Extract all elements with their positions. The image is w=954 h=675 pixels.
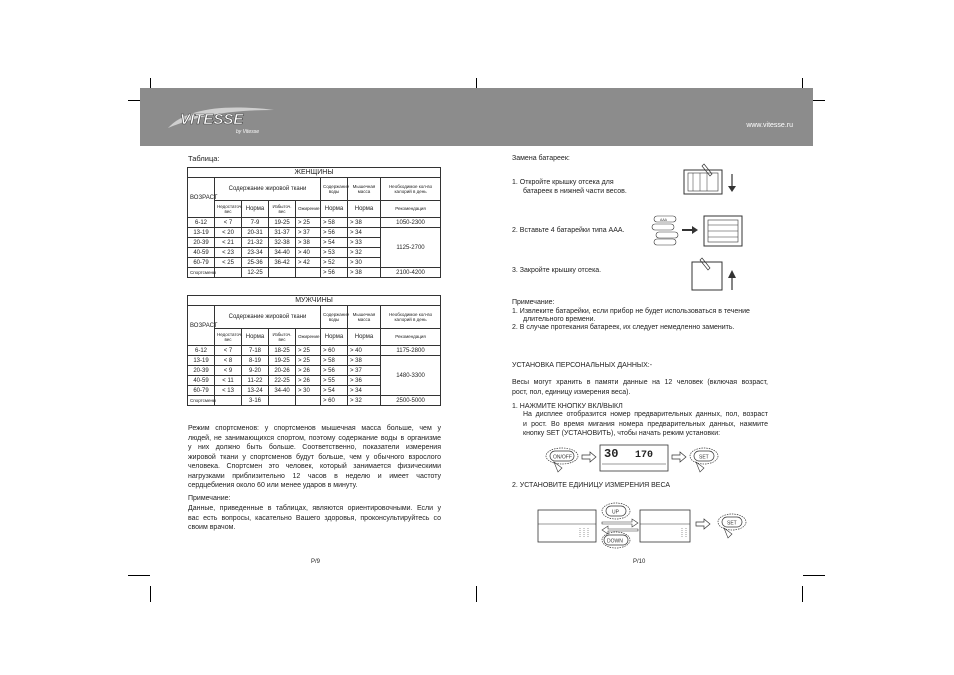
table-row [188,228,441,238]
text-line: жировой ткани у спортсменов будут больше, чем у обычного взрослого [188,453,441,461]
page-number-left: P/9 [311,559,321,565]
text-line: сердцебиения около 60 или менее ударов в минуту. [188,482,358,489]
right-note-1-cont: длительного времени. [523,316,596,323]
arrow-right-icon [602,519,638,527]
cell [296,268,321,278]
text-line: и рост. Во время мигания номера предварительных данных, нажмите [523,420,768,428]
cell: 19-25 [269,218,296,228]
header-band [140,88,813,146]
cell: < 13 [215,386,242,396]
cell: 8-19 [242,356,269,366]
women-age-header: ВОЗРАСТ [188,178,215,218]
table-caption: Таблица: [188,154,220,163]
battery-step-2: 2. Вставьте 4 батарейки типа ААА. [512,227,625,234]
men-water-header: Содержание воды [321,306,348,329]
text-line: вас есть вопросы, касательно Вашего здоровья, проконсультируйтесь со [188,514,441,522]
battery-label: AAA [660,218,668,222]
cell: 20-39 [188,366,215,376]
text-line: человека. Спортсмен это человек, который занимается физическими [188,463,441,470]
cell: < 9 [215,366,242,376]
men-table [187,295,441,406]
text-line: На дисплее отобразится номер предварительных данных, пол, возраст [523,411,768,418]
sub-header: Норма [348,201,381,218]
cell: < 20 [215,228,242,238]
onoff-display-set-illustration [544,442,724,478]
cell: > 32 [348,396,381,406]
cell: 1175-2800 [381,346,441,356]
cell: 34-40 [269,386,296,396]
cell: > 37 [296,228,321,238]
sub-header: Избыточ. вес [269,329,296,346]
sub-header: Норма [348,329,381,346]
unit-title: 2. УСТАНОВИТЕ ЕДИНИЦУ ИЗМЕРЕНИЯ ВЕСА [512,482,671,489]
sub-header: Недостаточ. вес [215,201,242,218]
women-water-header: Содержание воды [321,178,348,201]
cell: 36-42 [269,258,296,268]
cell: < 25 [215,258,242,268]
website-link[interactable]: www.vitesse.ru [746,122,793,129]
up-label: UP [612,509,619,516]
battery-open-illustration [682,162,742,198]
crop-mark [150,586,151,602]
cell: > 60 [321,396,348,406]
cell: 25-36 [242,258,269,268]
cell: > 37 [348,366,381,376]
cell: > 56 [321,228,348,238]
cell: > 38 [348,218,381,228]
cell: > 32 [348,248,381,258]
lcd-height: 170 [635,450,654,461]
finger-icon [724,528,732,538]
cell: 23-34 [242,248,269,258]
cell: 20-39 [188,238,215,248]
sub-header: Норма [321,201,348,218]
cell: 40-59 [188,248,215,258]
cell: 34-40 [269,248,296,258]
women-table [187,167,441,278]
cell: 7-9 [242,218,269,228]
cell: 11-22 [242,376,269,386]
cell: > 30 [296,386,321,396]
sub-header: Норма [242,201,269,218]
table-row [188,218,441,228]
right-note-2: 2. В случае протекания батареек, их следует немедленно заменить. [512,324,735,331]
cell: > 58 [321,356,348,366]
text-line: рост, пол, единицу измерения веса). [512,388,631,396]
sub-header: Норма [321,329,348,346]
cell: > 55 [321,376,348,386]
lcd-profile-number: 30 [604,447,619,461]
crop-mark [803,575,825,576]
sub-header: Недостаточ. вес [215,329,242,346]
setup-paragraph [512,378,768,397]
cell: 2500-5000 [381,396,441,406]
cell: < 7 [215,346,242,356]
battery-title: Замена батареек: [512,155,570,162]
cell: > 58 [321,218,348,228]
men-fat-header: Содержание жировой ткани [215,306,321,329]
cell: > 40 [296,248,321,258]
cell: 20-31 [242,228,269,238]
cell: Спортсмены [188,268,215,278]
cell: 13-19 [188,228,215,238]
battery-step-1-cont: батареек в нижней части весов. [523,188,627,195]
cell: 6-12 [188,218,215,228]
cell: < 11 [215,376,242,386]
crop-mark [128,575,150,576]
set-label: SET [699,454,709,461]
cell: 32-38 [269,238,296,248]
left-note-title: Примечание: [188,495,231,502]
cell [215,268,242,278]
cell: > 56 [321,366,348,376]
cell: 9-20 [242,366,269,376]
arrow-right-icon [696,519,710,529]
cell: 12-25 [242,268,269,278]
cell: 6-12 [188,346,215,356]
cell: > 36 [348,376,381,386]
arrow-right-icon [582,452,596,462]
text-line: у них должно быть больше. Соответственно, показатели измерения [188,444,441,451]
down-label: DOWN [607,538,623,545]
cell: < 21 [215,238,242,248]
cell: > 34 [348,228,381,238]
text-line: Весы могут хранить в памяти данные на 12 человек (включая возраст, [512,379,768,386]
cell: 18-25 [269,346,296,356]
cell: > 52 [321,258,348,268]
cell: Спортсмены [188,396,215,406]
sub-header: Рекомендация [381,329,441,346]
cell: 60-79 [188,258,215,268]
men-age-header: ВОЗРАСТ [188,306,215,346]
cell: 20-26 [269,366,296,376]
sub-header: Ожирение [296,201,321,218]
table-row [188,356,441,366]
cell: 31-37 [269,228,296,238]
cell [269,396,296,406]
table-row [188,396,441,406]
cell [215,396,242,406]
cell: > 38 [348,356,381,366]
women-muscle-header: Мышечная масса [348,178,381,201]
cell: 3-16 [242,396,269,406]
cell: > 25 [296,356,321,366]
setup-title: УСТАНОВКА ПЕРСОНАЛЬНЫХ ДАННЫХ:- [512,362,653,369]
set-label: SET [727,520,737,527]
sub-header: Избыточ. вес [269,201,296,218]
cell: > 54 [321,238,348,248]
table-row [188,346,441,356]
athlete-paragraph [188,424,441,491]
text-line: Данные, приведенные в таблицах, являются ориентировочными. Если у [188,505,441,512]
arrow-left-icon [602,526,638,534]
battery-insert-illustration [648,212,748,250]
cell: 60-79 [188,386,215,396]
cell: > 53 [321,248,348,258]
cell: 1050-2300 [381,218,441,228]
cell: 2100-4200 [381,268,441,278]
battery-step-1: 1. Откройте крышку отсека для [512,179,614,186]
cell: > 25 [296,346,321,356]
table-row [188,268,441,278]
battery-close-illustration [688,254,744,294]
cell [269,268,296,278]
text-line: своим врачом. [188,524,236,531]
right-note-1: 1. Извлеките батарейки, если прибор не будет использоваться в течение [512,308,750,315]
women-fat-header: Содержание жировой ткани [215,178,321,201]
cell: 1125-2700 [381,228,441,268]
cell: 13-24 [242,386,269,396]
sub-header: Ожирение [296,329,321,346]
lcd-display [538,510,596,542]
cell: > 42 [296,258,321,268]
cell: 40-59 [188,376,215,386]
cell: > 38 [348,268,381,278]
text-line: нагрузками приблизительно 12 часов в неделю и имеет частоту [188,472,441,480]
women-title: ЖЕНЩИНЫ [188,168,441,178]
cell: > 26 [296,376,321,386]
cell: > 26 [296,366,321,376]
women-cal-header: Необходимое кол-во калорий в день [381,178,441,201]
logo-text: VITESSE [180,111,244,128]
text-line: Режим спортсменов: у спортсменов мышечная масса больше, чем у [188,425,441,432]
logo-sub: by Vitesse [236,129,259,135]
cell: > 60 [321,346,348,356]
men-muscle-header: Мышечная масса [348,306,381,329]
battery-step-3: 3. Закройте крышку отсека. [512,267,602,274]
press-title: 1. НАЖМИТЕ КНОПКУ ВКЛ/ВЫКЛ [512,403,623,410]
cell: 21-32 [242,238,269,248]
cell: < 7 [215,218,242,228]
onoff-label: ON/OFF [553,454,572,461]
right-note-title: Примечание: [512,299,555,306]
cell: > 34 [348,386,381,396]
cell: > 56 [321,268,348,278]
crop-mark [802,586,803,602]
cell: 1480-3300 [381,356,441,396]
crop-mark [476,586,477,602]
cell: 7-18 [242,346,269,356]
cell: 19-25 [269,356,296,366]
left-note-paragraph [188,504,441,533]
cell: > 54 [321,386,348,396]
cell: < 8 [215,356,242,366]
vitesse-logo [166,100,276,138]
cell: < 23 [215,248,242,258]
cell: 22-25 [269,376,296,386]
cell: > 38 [296,238,321,248]
cell: 13-19 [188,356,215,366]
press-paragraph [523,410,768,439]
men-title: МУЖЧИНЫ [188,296,441,306]
unit-setting-illustration [536,498,756,552]
text-line: людей, не занимающихся спортом, поэтому содержание воды в организме [188,434,441,442]
lcd-display [640,510,690,542]
cell: > 30 [348,258,381,268]
sub-header: Норма [242,329,269,346]
men-cal-header: Необходимое кол-во калорий в день [381,306,441,329]
text-line: кнопку SET (УСТАНОВИТЬ), чтобы начать режим установки: [523,430,721,437]
sub-header: Рекомендация [381,201,441,218]
cell: > 33 [348,238,381,248]
cell: > 40 [348,346,381,356]
page-number-right: P/10 [633,559,646,565]
arrow-right-icon [672,452,686,462]
finger-icon [696,462,704,472]
cell [296,396,321,406]
cell: > 25 [296,218,321,228]
